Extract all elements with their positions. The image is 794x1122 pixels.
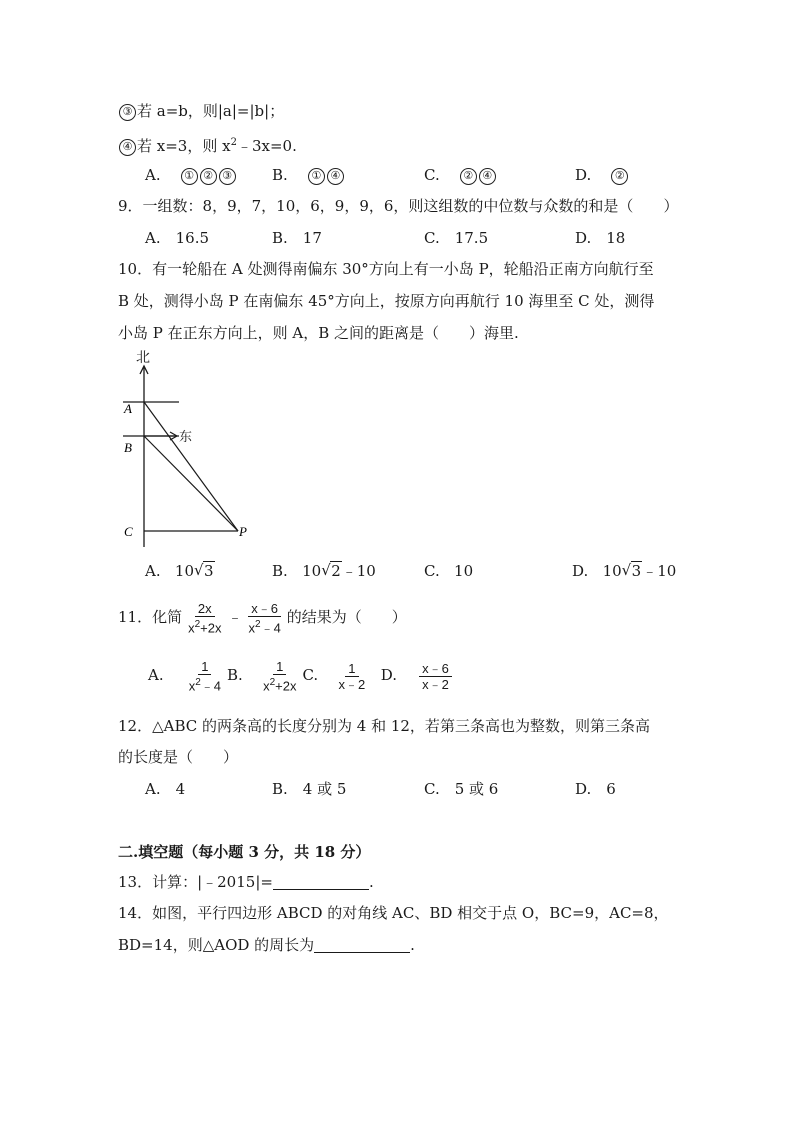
q13-end: .	[368, 873, 374, 891]
numerator: 1	[198, 659, 211, 675]
denominator	[260, 675, 299, 693]
numerator: 1	[345, 661, 358, 677]
section-2-title: 二.填空题（每小题 3 分，共 18 分）	[118, 843, 371, 861]
q9-option-b: B. 17	[272, 229, 322, 247]
fraction	[260, 659, 299, 693]
point-a-label: A	[124, 401, 132, 416]
q8-option-b	[272, 165, 345, 185]
den-part: x	[248, 620, 255, 636]
den-part: ﹣4	[260, 620, 281, 636]
line-a-p	[144, 402, 238, 531]
sqrt-symbol	[194, 561, 215, 581]
option-label: C.	[302, 666, 319, 684]
minus-sign: ﹣	[227, 608, 243, 626]
denominator	[246, 617, 284, 635]
den-sup: 2	[255, 618, 261, 630]
radicand: 2	[331, 562, 341, 580]
q8-item-4	[118, 133, 297, 156]
circled-number: ②	[460, 168, 477, 185]
q12-option-a: A. 4	[145, 780, 186, 798]
option-label: D.	[380, 666, 398, 684]
q10-option-a	[145, 561, 215, 581]
tail: ﹣10	[642, 562, 677, 580]
den-part: +2x	[275, 678, 297, 694]
q10-option-b	[272, 561, 376, 581]
fraction	[419, 661, 452, 692]
den-part: x	[263, 678, 270, 694]
den-part: ﹣4	[200, 678, 221, 694]
option-label: D.	[572, 562, 589, 580]
line-b-p	[144, 436, 238, 531]
option-label: A.	[148, 666, 164, 684]
q8-option-c	[424, 165, 497, 185]
option-label: B.	[272, 166, 288, 184]
q8-item-4-text-a: 若 x=3，则 x	[137, 137, 231, 155]
q8-item-4-text-b: ﹣3x=0.	[236, 137, 297, 155]
point-c-label: C	[124, 524, 133, 539]
circled-number: ④	[119, 139, 136, 156]
q14-end: .	[410, 936, 415, 954]
den-part: x	[188, 620, 195, 636]
option-label: C.	[424, 166, 440, 184]
q14-line-2	[118, 935, 415, 955]
q14-line-2-text: BD=14，则△AOD 的周长为	[118, 936, 315, 954]
q10-line-2: B 处，测得小岛 P 在南偏东 45°方向上，按原方向再航行 10 海里至 C 处，测得	[118, 292, 655, 310]
q8-option-a	[145, 165, 237, 185]
q10-figure	[115, 345, 265, 555]
option-label: D.	[575, 166, 592, 184]
q11-suffix: 的结果为（ ）	[286, 608, 407, 626]
circled-number: ④	[327, 168, 344, 185]
denominator: x﹣2	[422, 676, 449, 692]
circled-number: ②	[611, 168, 628, 185]
q12-option-d: D. 6	[575, 780, 616, 798]
q8-option-d	[575, 165, 629, 185]
q8-item-3-text: 若 a=b，则|a|=|b|；	[137, 102, 285, 120]
option-label: C.	[424, 562, 440, 580]
q10-line-1: 10．有一轮船在 A 处测得南偏东 30°方向上有一小岛 P，轮船沿正南方向航行至	[118, 260, 654, 278]
fraction	[246, 601, 284, 635]
coefficient: 10	[302, 562, 322, 580]
numerator: x﹣6	[248, 601, 281, 617]
circled-number: ①	[308, 168, 325, 185]
q9-stem: 9．一组数：8，9，7，10，6，9，9，6，则这组数的中位数与众数的和是（ ）	[118, 197, 679, 215]
q10-option-d	[572, 561, 676, 581]
den-sup: 2	[194, 618, 201, 630]
fraction	[186, 659, 224, 693]
answer-blank	[314, 936, 410, 953]
q12-line-2: 的长度是（ ）	[118, 748, 239, 766]
north-label: 北	[136, 350, 150, 366]
denominator: x﹣2	[338, 676, 366, 692]
q13-text: 13．计算：|﹣2015|=	[118, 873, 273, 891]
q10-line-3: 小岛 P 在正东方向上，则 A，B 之间的距离是（ ）海里.	[118, 324, 519, 342]
q13	[118, 872, 374, 892]
q12-option-b: B. 4 或 5	[272, 780, 347, 798]
q9-option-a: A. 16.5	[145, 229, 209, 247]
coefficient: 10	[174, 562, 195, 580]
option-label: B.	[272, 562, 288, 580]
q12-line-1: 12．△ABC 的两条高的长度分别为 4 和 12，若第三条高也为整数，则第三条高	[118, 717, 650, 735]
circled-number: ①	[181, 168, 198, 185]
denominator	[186, 675, 224, 693]
numerator: 2x	[195, 601, 215, 617]
answer-blank	[273, 873, 369, 890]
q11-stem	[118, 597, 407, 637]
value: 10	[454, 562, 474, 580]
option-label: A.	[145, 166, 161, 184]
circled-number: ③	[219, 168, 236, 185]
den-part: x	[188, 678, 196, 694]
q8-item-4-sup: 2	[230, 137, 237, 148]
den-sup: 2	[269, 676, 276, 688]
tail: ﹣10	[341, 562, 376, 580]
coefficient: 10	[602, 562, 622, 580]
q10-option-c	[424, 561, 473, 581]
numerator: x﹣6	[419, 661, 452, 677]
sqrt-symbol	[321, 561, 342, 581]
q12-option-c: C. 5 或 6	[424, 780, 499, 798]
q9-option-c: C. 17.5	[424, 229, 489, 247]
q11-prefix: 11．化简	[118, 608, 183, 626]
east-label: 东	[179, 430, 193, 445]
denominator	[185, 617, 224, 635]
radicand: 3	[204, 562, 214, 580]
q14-line-1: 14．如图，平行四边形 ABCD 的对角线 AC、BD 相交于点 O，BC=9，AC=8，	[118, 904, 669, 922]
q9-option-d: D. 18	[575, 229, 626, 247]
point-p-label: P	[239, 524, 247, 539]
point-b-label: B	[124, 440, 132, 455]
circled-number: ③	[119, 104, 136, 121]
option-label: A.	[145, 562, 161, 580]
sqrt-symbol	[622, 561, 643, 581]
q11-options	[148, 655, 455, 695]
den-part: +2x	[200, 620, 222, 636]
numerator: 1	[273, 659, 286, 675]
radicand: 3	[631, 562, 642, 580]
q8-item-3	[118, 101, 284, 121]
option-label: B.	[226, 666, 243, 684]
den-sup: 2	[195, 676, 201, 688]
circled-number: ④	[479, 168, 496, 185]
fraction	[336, 661, 369, 692]
fraction	[185, 601, 224, 635]
circled-number: ②	[200, 168, 217, 185]
